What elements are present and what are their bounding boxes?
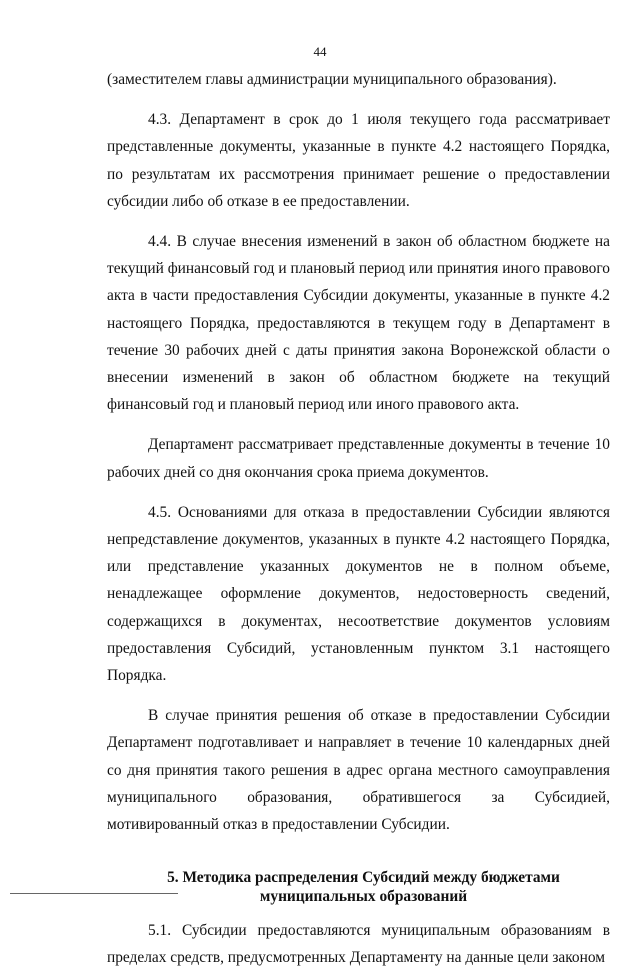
section-heading-line-2: муниципальных образований [259, 888, 468, 906]
heading-spacer [107, 838, 610, 868]
document-body [107, 66, 610, 972]
footer-rule [10, 893, 178, 894]
paragraph-4-5: 4.5. Основаниями для отказа в предоставлении Субсидии являются непредставление документов, указанных в пункте 4.2 настоящего Порядка, или представление указанных документов не в полном объеме, ненадлежащее оформление документов, недостоверность сведений, содержащихся в документах, несоответствие документов условиям предоставления Субсидий, установленным пунктом 3.1 настоящего Порядка. [107, 503, 610, 685]
paragraph-5-1: 5.1. Субсидии предоставляются муниципальным образованиям в пределах средств, предусмотренных Департаменту на данные цели законом [107, 922, 610, 967]
paragraph-spacer [107, 418, 610, 431]
paragraph-spacer [107, 689, 610, 702]
paragraph-4-3: 4.3. Департамент в срок до 1 июля текущего года рассматривает представленные документы, указанные в пункте 4.2 настоящего Порядка, по результатам их рассмотрения принимает решение о предоставлении субсидии либо об отказе в ее предоставлении. [107, 111, 610, 210]
section-heading-line-1: 5. Методика распределения Субсидий между бюджетами [167, 869, 560, 887]
paragraph-continuation: (заместителем главы администрации муниципального образования). [107, 71, 557, 88]
paragraph-spacer [107, 93, 610, 106]
page-number: 44 [313, 44, 327, 59]
paragraph-spacer [107, 486, 610, 499]
paragraph-4-4: 4.4. В случае внесения изменений в закон об областном бюджете на текущий финансовый год и плановый период или принятия иного правового акта в части предоставления Субсидии документы, указанные в пункте 4.2 настоящего Порядка, предоставляются в текущем году в Департамент в течение 30 рабочих дней с даты принятия закона Воронежской области о внесении изменений в закон об областном бюджете на текущий финансовый год и плановый период или иного правового акта. [107, 233, 610, 414]
heading-after-spacer [107, 906, 610, 917]
paragraph-spacer [107, 215, 610, 228]
paragraph-department-review: Департамент рассматривает представленные документы в течение 10 рабочих дней со дня окончания срока приема документов. [107, 436, 610, 481]
paragraph-refusal-case: В случае принятия решения об отказе в предоставлении Субсидии Департамент подготавливает и направляет в течение 10 календарных дней со дня принятия такого решения в адрес органа местного самоуправления муниципального образования, обратившегося за Субсидией, мотивированный отказ в предоставлении Субсидии. [107, 707, 610, 834]
